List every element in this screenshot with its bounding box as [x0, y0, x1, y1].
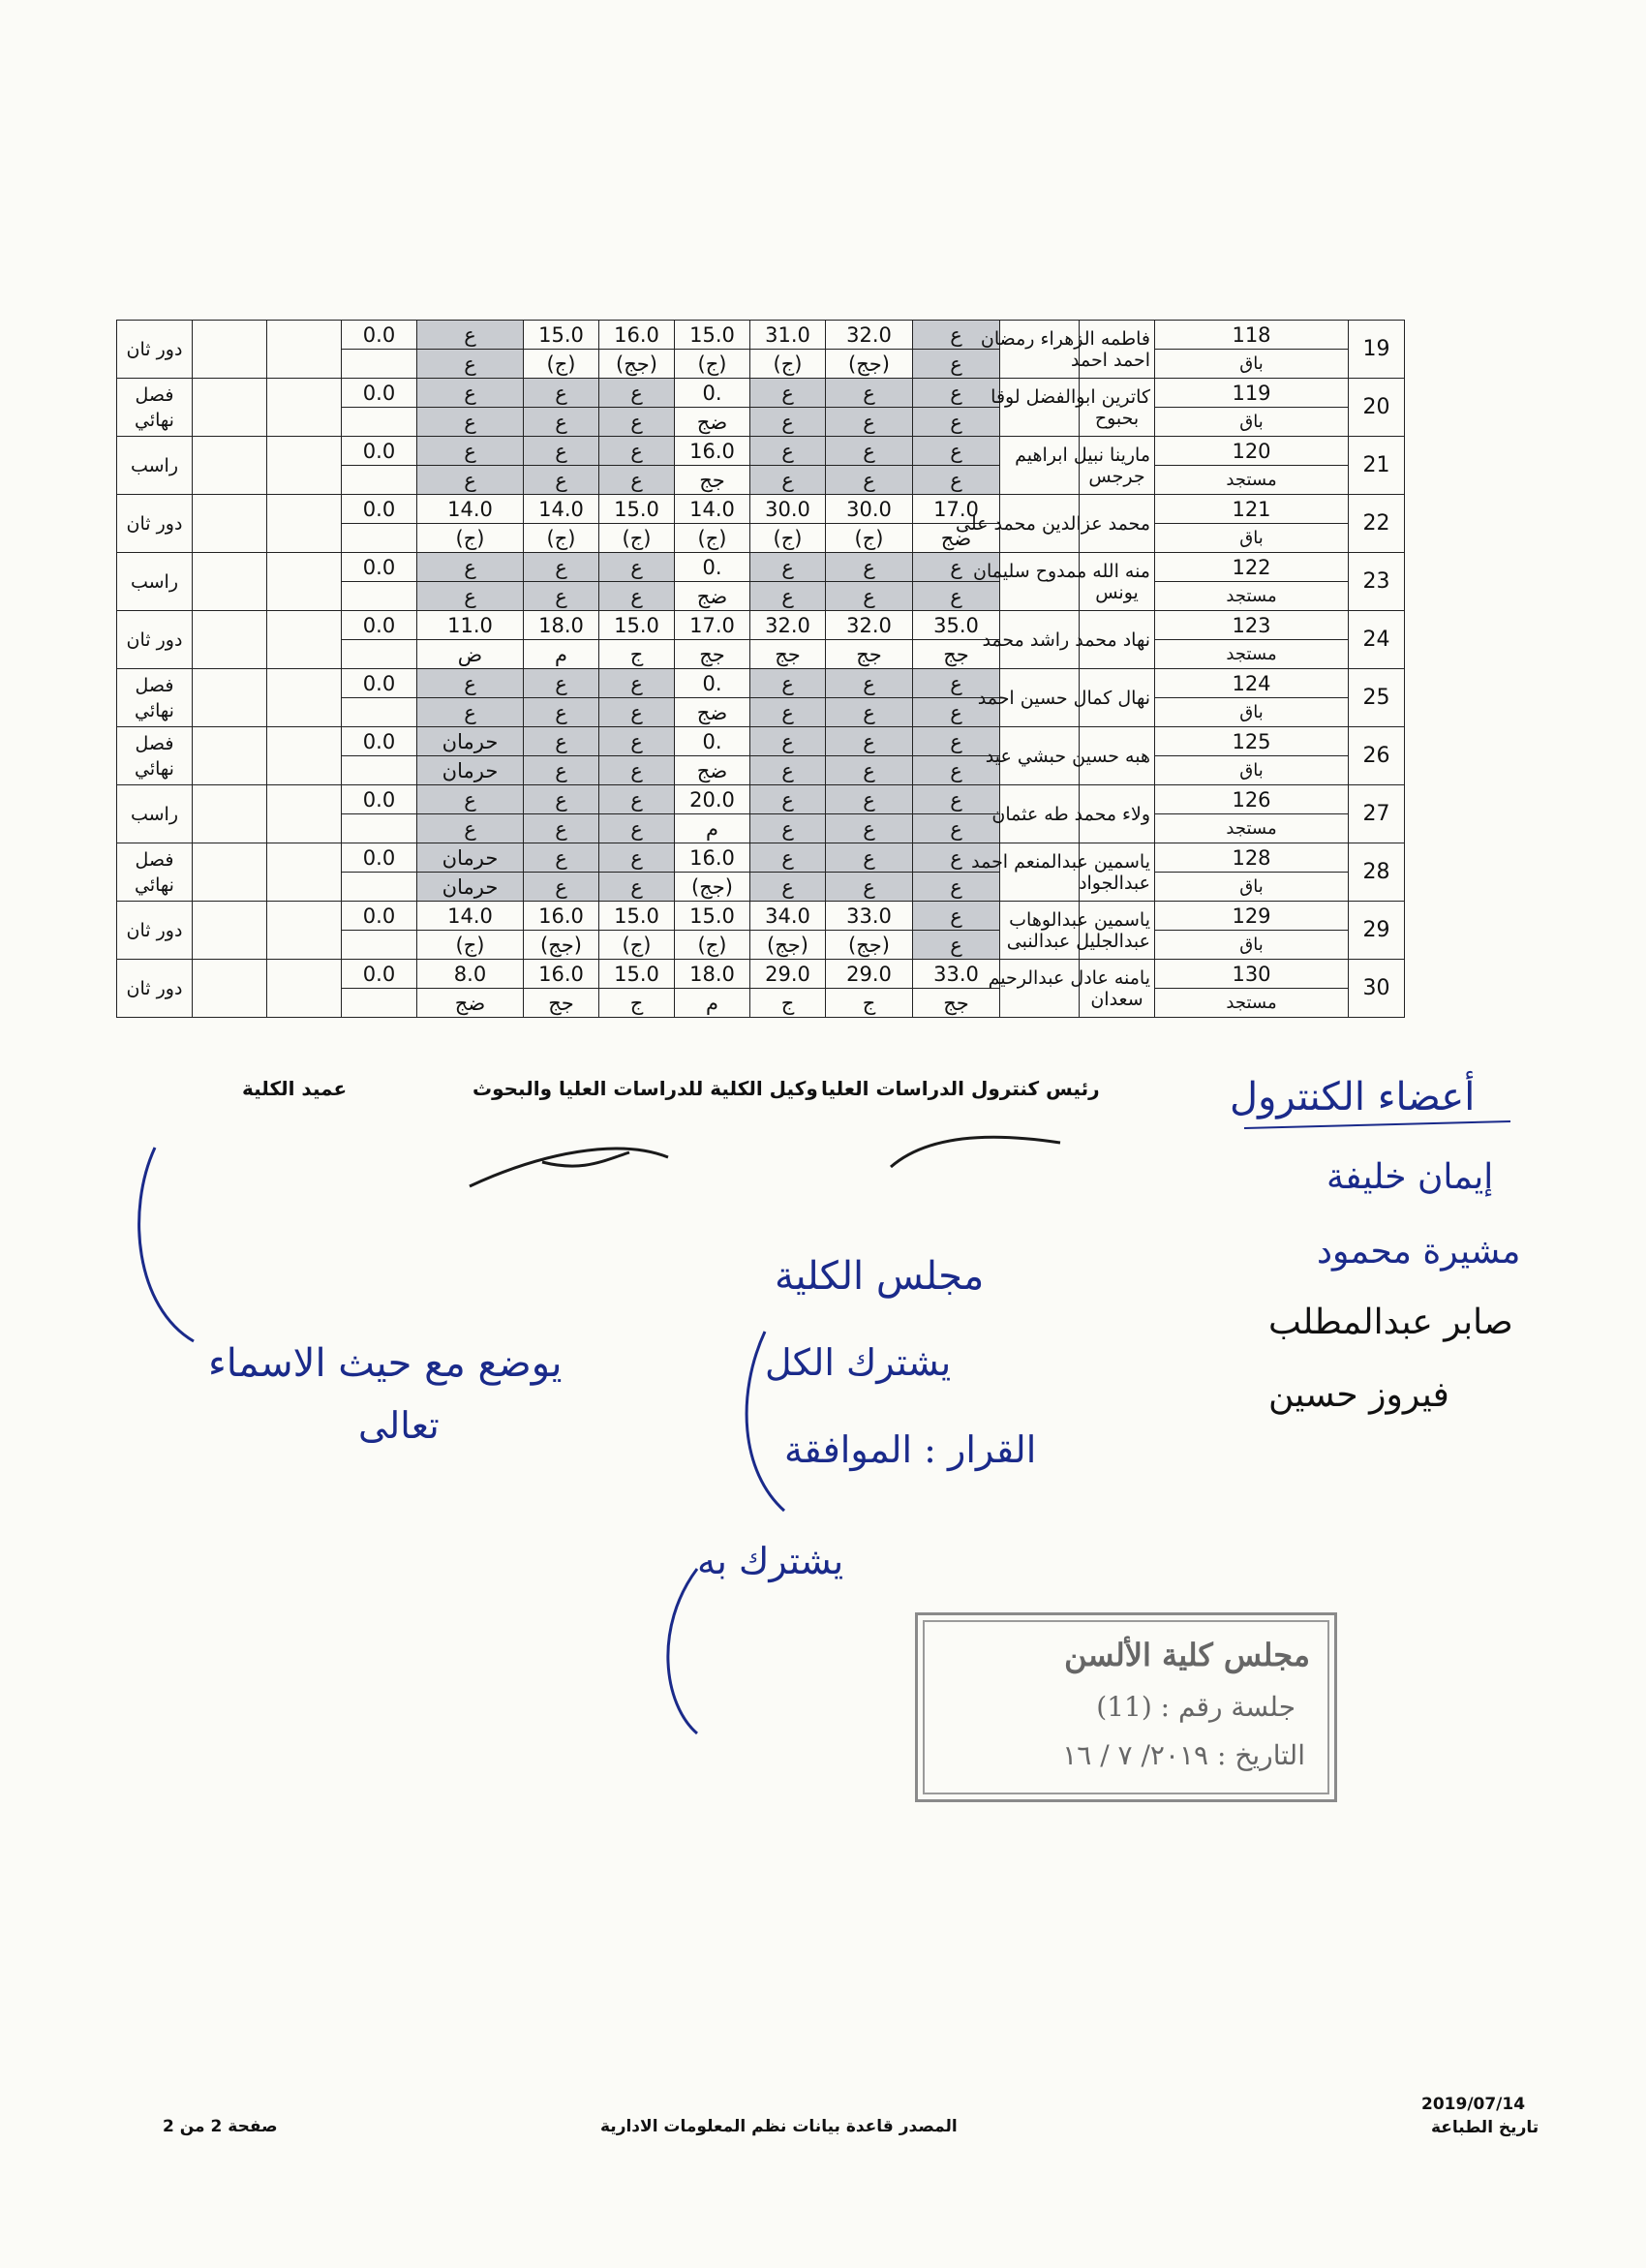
student-name-line: هبه حسين حبشي عيد — [985, 745, 1150, 767]
grade-cell: ع — [599, 466, 675, 495]
grade-cell: 34.0 — [750, 902, 826, 931]
grade-cell: 0. — [675, 553, 750, 582]
grade-cell: ع — [826, 843, 913, 873]
status-cell: باق — [1155, 756, 1349, 785]
grade-cell: ع — [913, 756, 1000, 785]
grade-cell: ع — [826, 408, 913, 437]
result-cell: راسب — [117, 437, 193, 495]
result-cell: فصل نهائي — [117, 727, 193, 785]
grade-cell: 15.0 — [675, 321, 750, 350]
grade-cell: ع — [417, 437, 524, 466]
grade-cell: ع — [913, 669, 1000, 698]
grade-cell: ع — [750, 756, 826, 785]
grade-cell: ع — [913, 698, 1000, 727]
grade-cell: (ج) — [524, 350, 599, 379]
grade-cell: (ج) — [675, 931, 750, 960]
grade-cell: (ج) — [826, 524, 913, 553]
grade-cell: ع — [750, 727, 826, 756]
grade-cell: ع — [417, 814, 524, 843]
student-name-line: ياسمين عبدالوهاب — [1009, 908, 1150, 931]
grade-cell: ع — [826, 553, 913, 582]
grade-cell: ع — [913, 350, 1000, 379]
student-name-line: مارينا نبيل ابراهيم — [1015, 444, 1150, 466]
grade-cell: ع — [913, 408, 1000, 437]
council-stamp — [915, 1612, 1337, 1802]
grade-cell: ع — [417, 669, 524, 698]
status-cell: باق — [1155, 408, 1349, 437]
grade-cell: ع — [599, 669, 675, 698]
grade-cell: ع — [524, 408, 599, 437]
grade-cell: (ج) — [417, 931, 524, 960]
grade-cell: ع — [524, 785, 599, 814]
grade-cell: ع — [417, 379, 524, 408]
grade-cell: (ج) — [750, 350, 826, 379]
grade-cell: (جج) — [826, 350, 913, 379]
grade-cell: ع — [750, 669, 826, 698]
seat-number-cell: 126 — [1155, 785, 1349, 814]
seat-number-cell: 121 — [1155, 495, 1349, 524]
row-index-cell: 19 — [1349, 321, 1405, 379]
status-cell: مستجد — [1155, 582, 1349, 611]
result-cell: دور ثان — [117, 960, 193, 1018]
student-name-line: يونس — [1095, 581, 1139, 603]
grade-cell: حرمان — [417, 873, 524, 902]
grade-cell: 15.0 — [599, 611, 675, 640]
grade-cell: ع — [524, 437, 599, 466]
grade-cell: (جج) — [599, 350, 675, 379]
grade-cell: ع — [750, 466, 826, 495]
grade-cell: ع — [750, 698, 826, 727]
grade-cell: ع — [417, 698, 524, 727]
grade-cell: ع — [826, 379, 913, 408]
source-line: المصدر قاعدة بيانات نظم المعلومات الادارية — [600, 2117, 958, 2136]
grade-cell: ع — [599, 873, 675, 902]
grade-cell: 14.0 — [524, 495, 599, 524]
grade-cell: 20.0 — [675, 785, 750, 814]
row-index-cell: 29 — [1349, 902, 1405, 960]
grade-cell: 32.0 — [750, 611, 826, 640]
mid-bracket-2 — [668, 1569, 697, 1733]
grade-cell: (جج) — [750, 931, 826, 960]
grade-cell: 29.0 — [826, 960, 913, 989]
row-index-cell: 22 — [1349, 495, 1405, 553]
grade-cell: م — [524, 640, 599, 669]
grade-cell: ضج — [417, 989, 524, 1018]
seat-number-cell: 129 — [1155, 902, 1349, 931]
seat-number-cell: 120 — [1155, 437, 1349, 466]
grade-cell: 15.0 — [599, 495, 675, 524]
seat-number-cell: 119 — [1155, 379, 1349, 408]
row-index-cell: 21 — [1349, 437, 1405, 495]
total-cell: 0.0 — [342, 379, 417, 408]
grade-cell: 29.0 — [750, 960, 826, 989]
grade-cell: ع — [524, 466, 599, 495]
grade-cell: ع — [826, 466, 913, 495]
print-date: 2019/07/14 — [1421, 2095, 1526, 2114]
grade-cell: 33.0 — [913, 960, 1000, 989]
student-name-line: فاطمه الزهراء رمضان — [980, 327, 1150, 350]
grade-cell: 14.0 — [417, 495, 524, 524]
left-note-2: تعالى — [358, 1404, 440, 1447]
grade-cell: ع — [826, 437, 913, 466]
grade-cell: (ج) — [750, 524, 826, 553]
vice-dean-signature — [470, 1149, 668, 1186]
grade-cell: ع — [524, 553, 599, 582]
grade-cell: ع — [417, 582, 524, 611]
grade-cell: 17.0 — [913, 495, 1000, 524]
grade-cell: ع — [524, 698, 599, 727]
status-cell: باق — [1155, 524, 1349, 553]
grade-cell: ع — [417, 408, 524, 437]
row-index-cell: 20 — [1349, 379, 1405, 437]
row-index-cell: 25 — [1349, 669, 1405, 727]
member-1: إيمان خليفة — [1326, 1157, 1494, 1197]
grade-cell: حرمان — [417, 756, 524, 785]
page-number: صفحة 2 من 2 — [163, 2117, 278, 2136]
grade-cell: (ج) — [675, 524, 750, 553]
grade-cell: ضج — [675, 582, 750, 611]
print-date-label: تاريخ الطباعة — [1431, 2118, 1539, 2137]
grade-cell: جج — [826, 640, 913, 669]
grade-cell: ع — [826, 785, 913, 814]
grade-cell: 30.0 — [750, 495, 826, 524]
total-cell: 0.0 — [342, 785, 417, 814]
result-cell: فصل نهائي — [117, 379, 193, 437]
dean-title: عميد الكلية — [242, 1077, 348, 1100]
grade-cell: (جج) — [524, 931, 599, 960]
grade-cell: ع — [826, 873, 913, 902]
grade-cell: حرمان — [417, 727, 524, 756]
grade-cell: 14.0 — [417, 902, 524, 931]
status-cell: باق — [1155, 350, 1349, 379]
grade-cell: ع — [750, 408, 826, 437]
grade-cell: (ج) — [524, 524, 599, 553]
student-name-line: نهاد محمد راشد محمد — [982, 628, 1150, 651]
grade-cell: جج — [675, 640, 750, 669]
status-cell: باق — [1155, 698, 1349, 727]
seat-number-cell: 130 — [1155, 960, 1349, 989]
grade-cell: 16.0 — [675, 437, 750, 466]
grade-cell: 0. — [675, 669, 750, 698]
row-index-cell: 26 — [1349, 727, 1405, 785]
student-name-line: ولاء محمد طه عثمان — [991, 803, 1150, 825]
student-name-line: عبدالجليل عبدالنبى — [1006, 930, 1150, 952]
grade-cell: 11.0 — [417, 611, 524, 640]
student-name-line: كاترين ابوالفضل لوقا — [991, 385, 1150, 408]
grade-cell: 18.0 — [524, 611, 599, 640]
grade-cell: 31.0 — [750, 321, 826, 350]
grade-cell: ع — [524, 814, 599, 843]
grade-cell: 18.0 — [675, 960, 750, 989]
student-name-line: بحبوح — [1094, 407, 1140, 429]
grade-cell: 16.0 — [524, 960, 599, 989]
grade-cell: ع — [913, 727, 1000, 756]
student-name-line: عبدالجواد — [1079, 872, 1150, 894]
grade-cell: ع — [826, 756, 913, 785]
left-note-1: يوضع مع حيث الاسماء — [208, 1341, 563, 1386]
grade-cell: ع — [913, 321, 1000, 350]
grade-cell: حرمان — [417, 843, 524, 873]
total-cell: 0.0 — [342, 437, 417, 466]
grade-cell: ع — [750, 553, 826, 582]
grade-cell: ع — [599, 582, 675, 611]
grade-cell: ع — [599, 408, 675, 437]
grade-cell: جج — [913, 989, 1000, 1018]
grade-cell: جج — [750, 640, 826, 669]
grade-cell: 15.0 — [599, 902, 675, 931]
grade-cell: ع — [599, 843, 675, 873]
grade-cell: جج — [675, 466, 750, 495]
grade-cell: ع — [599, 756, 675, 785]
status-cell: مستجد — [1155, 989, 1349, 1018]
grade-cell: ع — [417, 321, 524, 350]
grade-cell: ج — [599, 989, 675, 1018]
mid-note-2: يشترك الكل — [765, 1341, 952, 1384]
student-name-line: احمد احمد — [1070, 349, 1150, 371]
grade-cell: جج — [913, 640, 1000, 669]
row-index-cell: 28 — [1349, 843, 1405, 902]
student-name-line: محمد عزالدين محمد على — [956, 512, 1150, 535]
total-cell: 0.0 — [342, 553, 417, 582]
grade-cell: ع — [750, 379, 826, 408]
members-title: أعضاء الكنترول — [1230, 1075, 1476, 1119]
grade-cell: ع — [599, 553, 675, 582]
grade-cell: ع — [599, 727, 675, 756]
grade-cell: ع — [417, 350, 524, 379]
grade-cell: 30.0 — [826, 495, 913, 524]
grade-cell: ع — [524, 379, 599, 408]
grade-cell: ض — [417, 640, 524, 669]
grade-cell: ع — [599, 437, 675, 466]
grade-cell: ج — [826, 989, 913, 1018]
grade-cell: 0. — [675, 379, 750, 408]
grade-cell: ع — [913, 814, 1000, 843]
grade-cell: ع — [524, 756, 599, 785]
status-cell: مستجد — [1155, 640, 1349, 669]
row-index-cell: 27 — [1349, 785, 1405, 843]
stamp-line-2: جلسة رقم : (11) — [1096, 1691, 1295, 1723]
row-index-cell: 30 — [1349, 960, 1405, 1018]
seat-number-cell: 128 — [1155, 843, 1349, 873]
result-cell: دور ثان — [117, 902, 193, 960]
grade-cell: م — [675, 814, 750, 843]
grade-cell: ع — [750, 437, 826, 466]
grade-cell: ع — [417, 553, 524, 582]
grade-cell: ع — [599, 814, 675, 843]
total-cell: 0.0 — [342, 902, 417, 931]
total-cell: 0.0 — [342, 960, 417, 989]
student-name-line: ياسمين عبدالمنعم احمد — [971, 850, 1150, 873]
student-name-line: يامنه عادل عبدالرحيم — [988, 966, 1150, 989]
grade-cell: (جج) — [826, 931, 913, 960]
grade-cell: 0. — [675, 727, 750, 756]
grade-cell: ع — [826, 727, 913, 756]
grade-cell: ع — [913, 931, 1000, 960]
student-name-line: جرجس — [1088, 465, 1145, 487]
grade-cell: ع — [913, 379, 1000, 408]
mid-note-1: مجلس الكلية — [775, 1254, 985, 1299]
status-cell: باق — [1155, 873, 1349, 902]
total-cell: 0.0 — [342, 321, 417, 350]
mid-note-4: يشترك به — [697, 1540, 844, 1582]
grade-cell: ع — [750, 785, 826, 814]
dean-signature — [139, 1148, 194, 1341]
total-cell: 0.0 — [342, 843, 417, 873]
vice-dean-title: وكيل الكلية للدراسات العليا والبحوث — [472, 1077, 818, 1100]
total-cell: 0.0 — [342, 727, 417, 756]
status-cell: مستجد — [1155, 466, 1349, 495]
grade-cell: ع — [417, 785, 524, 814]
grade-cell: 32.0 — [826, 611, 913, 640]
grade-cell: ع — [826, 814, 913, 843]
grade-cell: ضج — [675, 698, 750, 727]
grade-cell: 35.0 — [913, 611, 1000, 640]
grade-cell: ع — [750, 814, 826, 843]
grade-cell: (ج) — [599, 931, 675, 960]
grade-cell: ضج — [675, 756, 750, 785]
result-cell: فصل نهائي — [117, 843, 193, 902]
grade-cell: ع — [524, 582, 599, 611]
grade-cell: 16.0 — [675, 843, 750, 873]
control-head-title: رئيس كنترول الدراسات العليا — [821, 1077, 1100, 1100]
stamp-line-3: التاريخ : ٢٠١٩/ ٧ / ١٦ — [1062, 1739, 1305, 1771]
grade-cell: ع — [750, 873, 826, 902]
total-cell: 0.0 — [342, 669, 417, 698]
members-underline — [1244, 1121, 1510, 1128]
seat-number-cell: 122 — [1155, 553, 1349, 582]
total-cell: 0.0 — [342, 495, 417, 524]
grade-cell: ع — [826, 582, 913, 611]
grade-cell: ع — [524, 727, 599, 756]
stamp-line-1: مجلس كلية الألسن — [1064, 1637, 1310, 1673]
student-name-line: منه الله ممدوح سليمان — [972, 560, 1150, 582]
result-cell: راسب — [117, 785, 193, 843]
student-name-line: نهال كمال حسين احمد — [977, 687, 1150, 709]
result-cell: دور ثان — [117, 495, 193, 553]
grade-cell: ع — [524, 843, 599, 873]
result-cell: دور ثان — [117, 611, 193, 669]
grade-cell: ع — [913, 466, 1000, 495]
grade-cell: ع — [913, 437, 1000, 466]
grade-cell: ع — [913, 843, 1000, 873]
grade-cell: ع — [417, 466, 524, 495]
member-3: صابر عبدالمطلب — [1268, 1303, 1513, 1342]
grade-cell: 33.0 — [826, 902, 913, 931]
grade-cell: 15.0 — [675, 902, 750, 931]
grade-cell: ضج — [913, 524, 1000, 553]
grade-cell: 15.0 — [599, 960, 675, 989]
mid-note-3: القرار : الموافقة — [784, 1428, 1037, 1471]
grade-cell: ع — [599, 379, 675, 408]
grade-cell: ضج — [675, 408, 750, 437]
grade-cell: ع — [913, 902, 1000, 931]
grade-cell: ع — [524, 669, 599, 698]
seat-number-cell: 124 — [1155, 669, 1349, 698]
grade-cell: جج — [524, 989, 599, 1018]
grade-cell: ع — [913, 785, 1000, 814]
seat-number-cell: 125 — [1155, 727, 1349, 756]
grade-cell: 16.0 — [599, 321, 675, 350]
grade-cell: 14.0 — [675, 495, 750, 524]
control-head-signature — [891, 1137, 1060, 1167]
grade-cell: ع — [913, 553, 1000, 582]
seat-number-cell: 123 — [1155, 611, 1349, 640]
grade-cell: 32.0 — [826, 321, 913, 350]
grade-cell: ع — [750, 582, 826, 611]
grade-cell: 15.0 — [524, 321, 599, 350]
grade-cell: م — [675, 989, 750, 1018]
grade-cell: ع — [913, 873, 1000, 902]
grade-cell: 17.0 — [675, 611, 750, 640]
seat-number-cell: 118 — [1155, 321, 1349, 350]
grade-cell: ج — [750, 989, 826, 1018]
grade-cell: (ج) — [675, 350, 750, 379]
grade-cell: ع — [524, 873, 599, 902]
grade-cell: (ج) — [417, 524, 524, 553]
grade-cell: ع — [599, 785, 675, 814]
grade-cell: (ج) — [599, 524, 675, 553]
total-cell: 0.0 — [342, 611, 417, 640]
grade-cell: ع — [599, 698, 675, 727]
status-cell: مستجد — [1155, 814, 1349, 843]
grade-cell: ع — [826, 669, 913, 698]
status-cell: باق — [1155, 931, 1349, 960]
member-4: فيروز حسين — [1268, 1375, 1449, 1415]
row-index-cell: 24 — [1349, 611, 1405, 669]
grade-cell: ج — [599, 640, 675, 669]
grade-cell: ع — [750, 843, 826, 873]
result-cell: فصل نهائي — [117, 669, 193, 727]
grade-cell: ع — [913, 582, 1000, 611]
result-cell: دور ثان — [117, 321, 193, 379]
grade-cell: ع — [826, 698, 913, 727]
row-index-cell: 23 — [1349, 553, 1405, 611]
member-2: مشيرة محمود — [1317, 1232, 1521, 1272]
grade-cell: 8.0 — [417, 960, 524, 989]
grade-cell: (جج) — [675, 873, 750, 902]
result-cell: راسب — [117, 553, 193, 611]
grade-cell: 16.0 — [524, 902, 599, 931]
student-name-line: سعدان — [1090, 988, 1143, 1010]
